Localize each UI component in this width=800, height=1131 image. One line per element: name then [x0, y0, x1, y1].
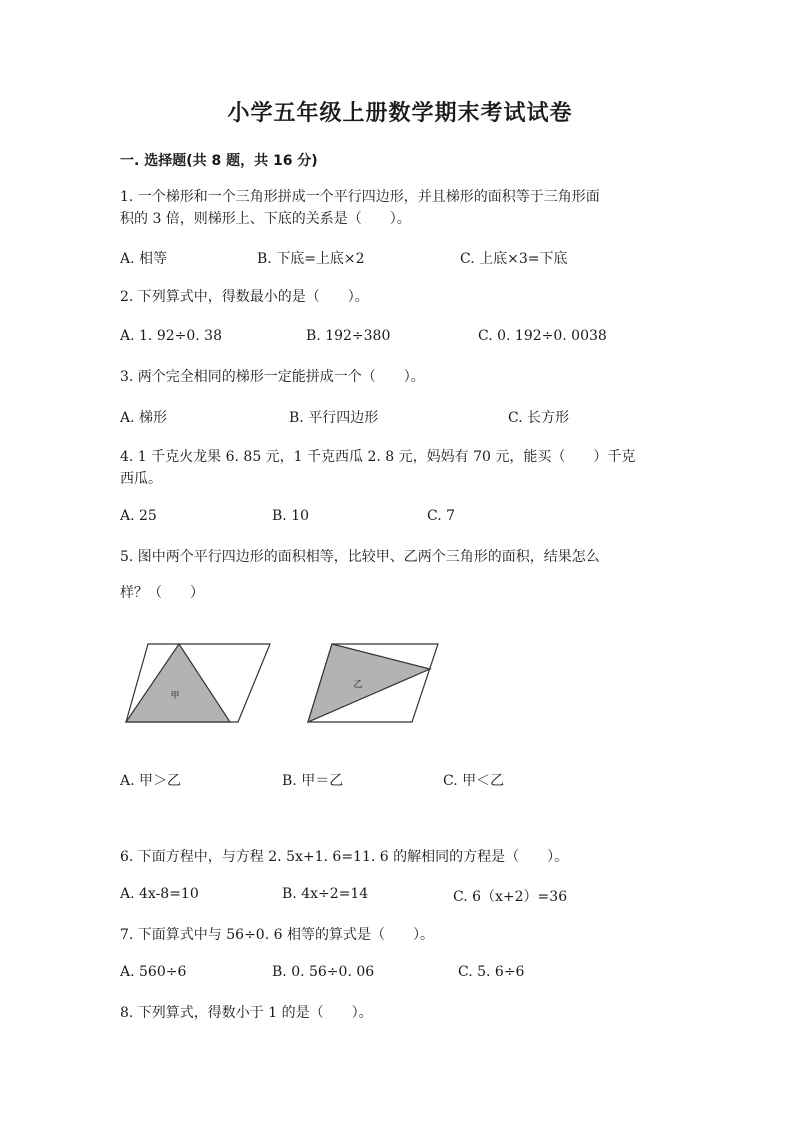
question-4-text-line-2: 西瓜。 [120, 471, 162, 487]
question-6-option-b[interactable]: B. 4x÷2=14 [282, 886, 369, 902]
triangle-yi [308, 644, 430, 722]
question-5-option-c[interactable]: C. 甲＜乙 [443, 773, 505, 789]
triangle-jia-label: 甲 [170, 691, 180, 701]
question-7-option-c[interactable]: C. 5. 6÷6 [458, 964, 525, 980]
question-1-option-b[interactable]: B. 下底=上底×2 [257, 251, 365, 267]
question-2-text: 2. 下列算式中，得数最小的是（ ）。 [120, 289, 369, 305]
question-5-text-line-2: 样？（ ） [120, 585, 204, 601]
question-1-text-line-1: 1. 一个梯形和一个三角形拼成一个平行四边形，并且梯形的面积等于三角形面 [120, 189, 600, 205]
triangle-jia [126, 644, 230, 722]
question-5-option-a[interactable]: A. 甲＞乙 [120, 773, 182, 789]
question-6-option-c[interactable]: C. 6（x+2）=36 [453, 889, 568, 905]
question-2-option-c[interactable]: C. 0. 192÷0. 0038 [478, 328, 607, 344]
question-3-text: 3. 两个完全相同的梯形一定能拼成一个（ ）。 [120, 369, 425, 385]
question-1-option-a[interactable]: A. 相等 [120, 251, 168, 267]
question-3-option-b[interactable]: B. 平行四边形 [289, 410, 379, 426]
question-7-option-a[interactable]: A. 560÷6 [120, 964, 187, 980]
question-1-text-line-2: 积的 3 倍，则梯形上、下底的关系是（ ）。 [120, 211, 411, 227]
question-3-option-c[interactable]: C. 长方形 [508, 410, 570, 426]
question-4-option-a[interactable]: A. 25 [120, 508, 157, 524]
question-6-text: 6. 下面方程中，与方程 2. 5x+1. 6=11. 6 的解相同的方程是（ ）。 [120, 849, 569, 865]
question-3-option-a[interactable]: A. 梯形 [120, 410, 168, 426]
question-4-text-line-1: 4. 1 千克火龙果 6. 85 元，1 千克西瓜 2. 8 元，妈妈有 70 元，能买（ ）千克 [120, 449, 636, 465]
triangle-yi-label: 乙 [353, 680, 363, 690]
question-5-text-line-1: 5. 图中两个平行四边形的面积相等，比较甲、乙两个三角形的面积，结果怎么 [120, 549, 600, 565]
question-7-option-b[interactable]: B. 0. 56÷0. 06 [272, 964, 375, 980]
parallelogram-figure [118, 636, 448, 728]
question-5-option-b[interactable]: B. 甲＝乙 [282, 773, 344, 789]
question-4-option-c[interactable]: C. 7 [427, 508, 456, 524]
question-4-option-b[interactable]: B. 10 [272, 508, 310, 524]
page-title: 小学五年级上册数学期末考试试卷 [227, 101, 573, 126]
section-heading: 一. 选择题(共 8 题，共 16 分) [120, 153, 318, 169]
question-1-option-c[interactable]: C. 上底×3=下底 [460, 251, 568, 267]
question-6-option-a[interactable]: A. 4x-8=10 [120, 886, 199, 902]
question-7-text: 7. 下面算式中与 56÷0. 6 相等的算式是（ ）。 [120, 927, 434, 943]
question-2-option-a[interactable]: A. 1. 92÷0. 38 [120, 328, 222, 344]
question-2-option-b[interactable]: B. 192÷380 [306, 328, 391, 344]
question-8-text: 8. 下列算式，得数小于 1 的是（ ）。 [120, 1005, 373, 1021]
